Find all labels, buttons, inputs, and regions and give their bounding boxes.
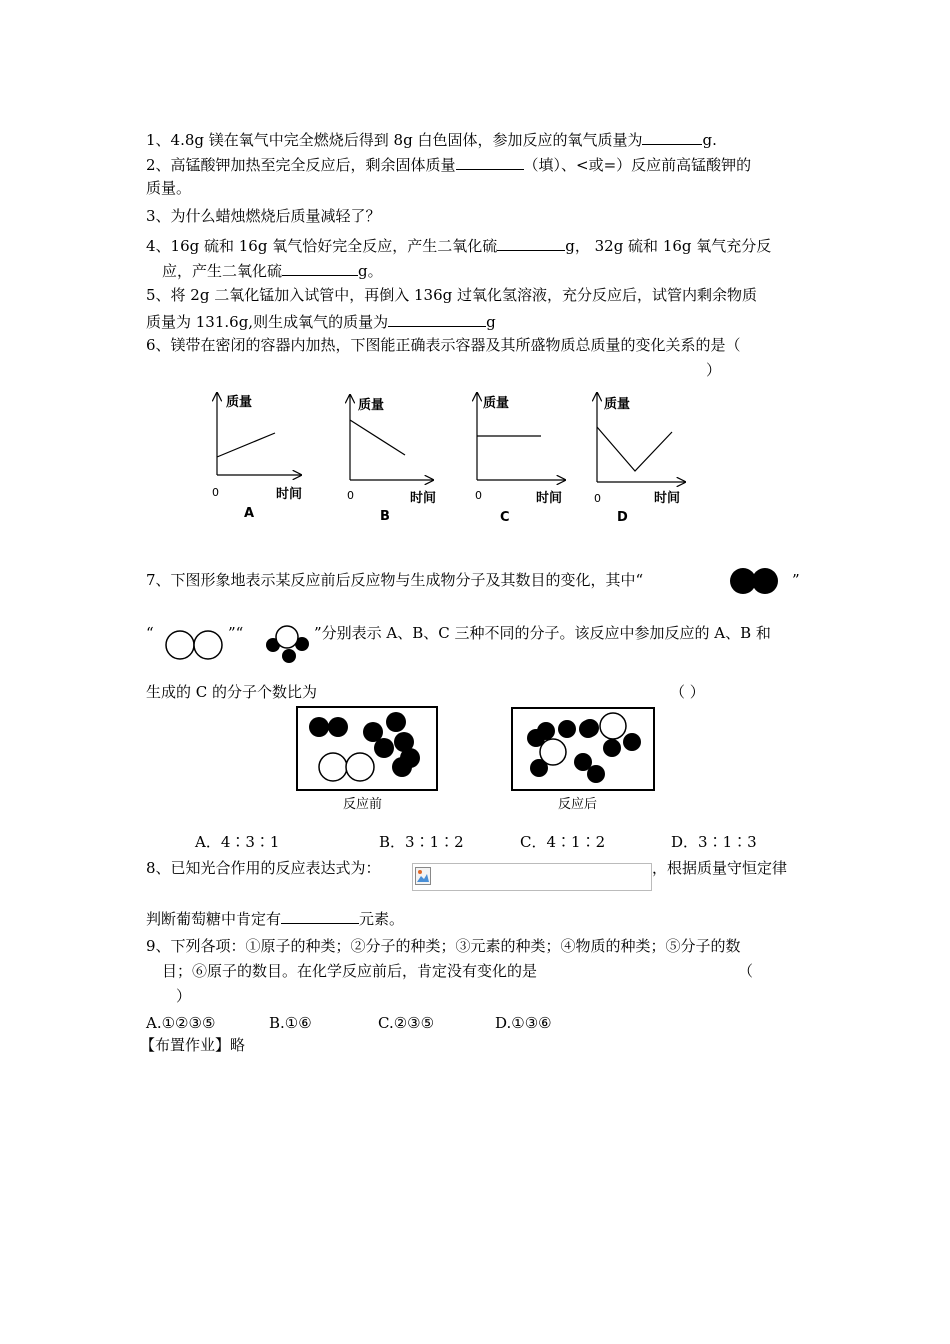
after-caption: 反应后	[558, 797, 598, 812]
graph-c-ylabel: 质量	[483, 396, 510, 411]
question-5-cont: 质量为 131.6g,则生成氧气的质量为 g	[146, 310, 496, 332]
question-6: 6、镁带在密闭的容器内加热，下图能正确表示容器及其所盛物质总质量的变化关系的是（	[146, 336, 741, 354]
graph-d-xlabel: 时间	[654, 491, 681, 506]
graph-c-label: C	[500, 510, 510, 525]
question-6-paren: ）	[706, 361, 722, 379]
question-9-paren-close: ）	[176, 987, 192, 1005]
before-molecules	[298, 708, 436, 789]
answer-blank	[281, 907, 359, 924]
graph-a-line	[217, 433, 275, 457]
q9-option-c: C.②③⑤	[378, 1014, 435, 1032]
broken-image-icon	[415, 867, 431, 885]
graph-b-origin: 0	[347, 489, 354, 502]
q7-option-c: C．4∶1∶2	[520, 833, 606, 851]
after-reaction-box	[511, 707, 655, 791]
graph-c-origin: 0	[475, 489, 482, 502]
answer-blank	[282, 259, 358, 276]
before-reaction-box	[296, 706, 438, 791]
graph-a-xlabel: 时间	[276, 487, 303, 502]
question-8-cont: ，根据质量守恒定律	[652, 859, 788, 877]
q7-option-a: A．4∶3∶1	[195, 833, 280, 851]
question-7-paren: （ ）	[670, 683, 705, 701]
question-2: 2、高锰酸钾加热至完全反应后，剩余固体质量 （填）、<或=）反应前高锰酸钾的	[146, 153, 751, 175]
answer-blank	[497, 234, 565, 251]
question-8: 8、已知光合作用的反应表达式为：	[146, 859, 381, 877]
question-8-line2: 判断葡萄糖中肯定有 元素。	[146, 907, 404, 929]
question-4: 4、16g 硫和 16g 氧气恰好完全反应，产生二氧化硫 g， 32g 硫和 16g 氧气充分反	[146, 234, 771, 256]
question-9-paren-open: （	[738, 962, 754, 980]
molecule-a-icon	[728, 566, 782, 596]
question-9-cont: 目；⑥原子的数目。在化学反应前后，肯定没有变化的是	[162, 962, 538, 980]
graph-a-label: A	[244, 506, 255, 521]
answer-blank	[388, 310, 486, 327]
graph-b-ylabel: 质量	[358, 398, 385, 413]
question-2-cont: 质量。	[146, 179, 192, 197]
question-7: 7、下图形象地表示某反应前后反应物与生成物分子及其数目的变化，其中“	[146, 571, 644, 589]
graph-d-ylabel: 质量	[604, 397, 631, 412]
question-3: 3、为什么蜡烛燃烧后质量减轻了？	[146, 207, 381, 225]
question-9: 9、下列各项：①原子的种类；②分子的种类；③元素的种类；④物质的种类；⑤分子的数	[146, 937, 741, 955]
homework: 【布置作业】略	[140, 1036, 246, 1054]
graph-d-line	[597, 427, 672, 471]
question-7-line2-text: ”分别表示 A、B、C 三种不同的分子。该反应中参加反应的 A、B 和	[314, 624, 771, 642]
before-caption: 反应前	[343, 797, 383, 812]
mass-time-graphs	[195, 385, 725, 525]
graph-b-label: B	[380, 509, 390, 524]
q9-option-a: A.①②③⑤	[146, 1014, 216, 1032]
question-7-quote2: ”“	[228, 624, 244, 642]
after-molecules	[513, 709, 653, 789]
graph-d-origin: 0	[594, 492, 601, 505]
q9-option-b: B.①⑥	[269, 1014, 312, 1032]
q9-option-d: D.①③⑥	[495, 1014, 552, 1032]
molecule-c-icon	[262, 623, 314, 663]
graph-c-xlabel: 时间	[536, 491, 563, 506]
graph-a-ylabel: 质量	[226, 395, 253, 410]
formula-image-placeholder	[412, 863, 652, 891]
molecule-b-icon	[164, 628, 226, 662]
question-7-line2: “	[146, 624, 154, 642]
question-4-cont: 应，产生二氧化硫 g。	[162, 259, 383, 281]
answer-blank	[456, 153, 524, 170]
graph-d-label: D	[617, 510, 628, 525]
question-7-line3: 生成的 C 的分子个数比为	[146, 683, 318, 701]
graph-b-line	[350, 420, 405, 455]
answer-blank	[642, 128, 702, 145]
question-7-quote: ”	[792, 571, 800, 589]
graph-b-xlabel: 时间	[410, 491, 437, 506]
graph-a-origin: 0	[212, 486, 219, 499]
q7-option-d: D．3∶1∶3	[671, 833, 757, 851]
question-1: 1、4.8g 镁在氧气中完全燃烧后得到 8g 白色固体，参加反应的氧气质量为 g.	[146, 128, 717, 150]
q7-option-b: B．3∶1∶2	[379, 833, 464, 851]
question-5: 5、将 2g 二氧化锰加入试管中，再倒入 136g 过氧化氢溶液，充分反应后，试管内剩余物质	[146, 286, 757, 304]
